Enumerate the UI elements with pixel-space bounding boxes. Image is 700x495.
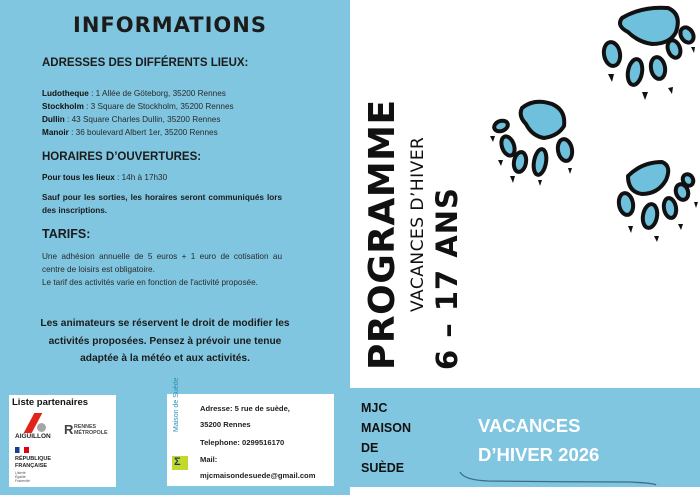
contact-mail[interactable]: mjcmaisondesuede@gmail.com (200, 471, 316, 480)
addresses-heading: ADRESSES DES DIFFÉRENTS LIEUX: (42, 57, 249, 69)
mjc-logo: Maison de Suède Σ (171, 402, 191, 480)
hours-heading: HORAIRES D’OUVERTURES: (42, 151, 202, 163)
contact-card (167, 377, 334, 486)
tarifs-heading: TARIFS: (42, 227, 91, 241)
partners-title: Liste partenaires (12, 397, 89, 408)
hours-line: Pour tous les lieux : 14h à 17h30 (42, 173, 168, 182)
contact-address-2: 35200 Rennes (200, 420, 251, 429)
french-flag-icon (15, 447, 29, 453)
address-line: Manoir : 36 boulevard Albert 1er, 35200 Rennes (42, 128, 218, 137)
info-title: INFORMATIONS (73, 13, 267, 37)
organization-name: MJC MAISON DE SUÈDE (361, 401, 411, 475)
programme-title: PROGRAMME (362, 99, 403, 370)
republique-francaise-logo: RÉPUBLIQUE FRANÇAISE Liberté Égalité Fraternité (15, 447, 60, 485)
address-line: Ludotheque : 1 Allée de Göteborg, 35200 Rennes (42, 89, 226, 98)
underline-swoosh-icon (458, 470, 658, 486)
programme-subtitle: VACANCES D’HIVER (408, 136, 428, 312)
paw-print-icon (590, 2, 700, 102)
partners-card (9, 395, 116, 487)
tarifs-text-2: Le tarif des activités varie en fonction de l'activité proposée. (42, 278, 258, 287)
aiguillon-logo: AIGUILLON (15, 411, 55, 441)
address-line: Stockholm : 3 Square de Stockholm, 35200 Rennes (42, 102, 234, 111)
mjc-logo-mark-icon: Σ (172, 456, 188, 470)
hours-note: Sauf pour les sorties, les horaires seront communiqués lors des inscriptions. (42, 193, 282, 215)
contact-address-1: Adresse: 5 rue de suède, (200, 404, 290, 413)
programme-title-block (362, 70, 472, 380)
paw-print-icon (478, 92, 578, 187)
aiguillon-dot-icon (37, 423, 46, 432)
address-line: Dullin : 43 Square Charles Dullin, 35200 Rennes (42, 115, 221, 124)
animators-notice: Les animateurs se réservent le droit de modifier les activités proposées. Pensez à prévoir une tenue adaptée à la météo et aux activités. (40, 318, 290, 364)
vacances-title: VACANCES D’HIVER 2026 (478, 415, 600, 465)
tarifs-text-1: Une adhésion annuelle de 5 euros + 1 euro de cotisation au centre de loisirs est obligatoire. (42, 252, 282, 274)
contact-mail-label: Mail: (200, 455, 218, 464)
contact-phone: Telephone: 0299516170 (200, 438, 285, 447)
rennes-metropole-logo: R RENNES MÉTROPOLE (64, 422, 108, 437)
paw-print-icon (608, 152, 700, 242)
age-range: 6 – 17 ANS (430, 187, 464, 370)
